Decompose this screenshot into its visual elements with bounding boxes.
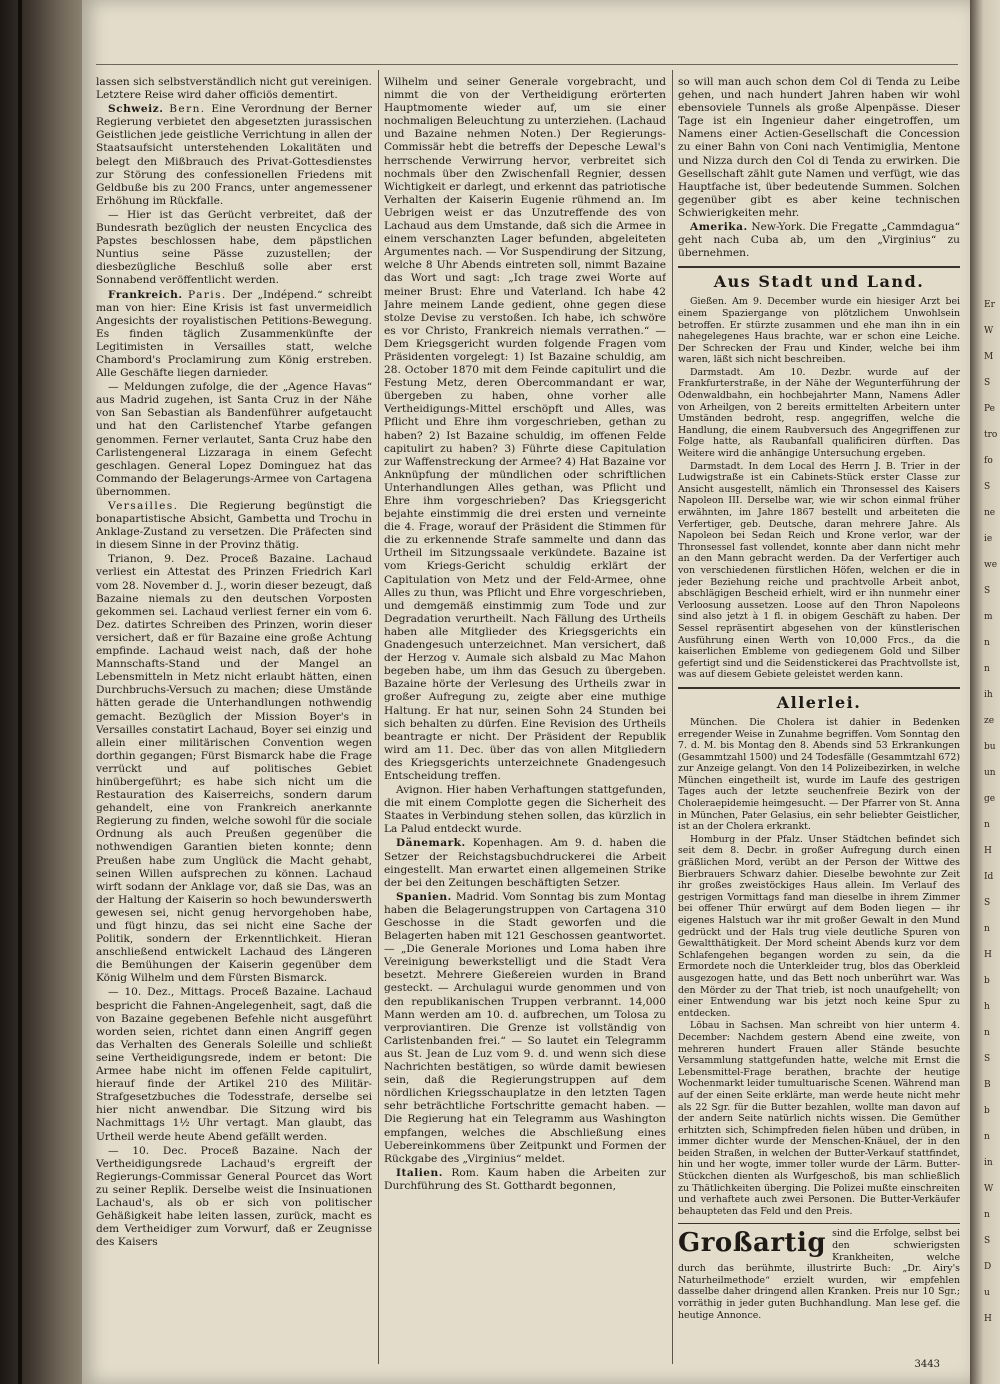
edge-text-fragment: n [984, 638, 990, 648]
edge-text-fragment: b [984, 976, 990, 986]
section-heading: Dänemark. [396, 837, 466, 850]
paragraph: — Hier ist das Gerücht verbreitet, daß der Bundesrath bezüglich der neusten Encyclica des Papstes beschlossen habe, dem päpstlichen Nuntius seine Pässe zuzustellen; der diesbezügliche Beschluß solle aber erst Sonnabend veröffentlicht werden. [96, 208, 372, 287]
article-text: Kopenhagen. Am 9. d. haben die Setzer der Reichstagsbuchdruckerei die Arbeit eingestellt. Man erwartet einen allgemeinen Strike der bei den Zeitungen beschäftigten Setzer. [384, 837, 666, 889]
column-1 [96, 76, 372, 1356]
edge-text-fragment: S [984, 482, 991, 492]
article-text: Eine Verordnung der Berner Regierung verbietet den abgesetzten jurassischen Geistlichen jede geistliche Verrichtung in allen der Staatsaufsicht unterstehenden Lokalitäten und belegt den Mißbrauch des Privat-Gottesdienstes zur Störung des confessionellen Friedens mit Geldbuße bis zu 200 Francs, unter angemessener Erhöhung im Rückfalle. [96, 103, 372, 207]
edge-text-fragment: n [984, 820, 990, 830]
column-rule [672, 70, 673, 1364]
edge-text-fragment: h [984, 1002, 990, 1012]
article-text: Die Regierung begünstigt die bonapartistische Absicht, Gambetta und Trochu in Anklage-Zustand zu versetzen. Die Präfecten sind in diesem Sinne in der Provinz thätig. [96, 500, 372, 552]
paragraph [96, 500, 372, 552]
edge-text-fragment: H [984, 1314, 992, 1324]
edge-text-fragment: Pe [984, 404, 995, 414]
edge-text-fragment: tro [984, 430, 998, 440]
edge-text-fragment: S [984, 378, 991, 388]
dateline: Versailles. [108, 500, 179, 512]
binding-edge [18, 0, 22, 1384]
column-rule [378, 70, 379, 1364]
header-rule [96, 64, 958, 65]
dateline: Bern. [169, 103, 206, 116]
paragraph: Darmstadt. In dem Local des Herrn J. B. Trier in der Ludwigstraße ist ein Cabinets-Stück erster Classe zur Ansicht ausgestellt, nämlich ein Thronsessel des Kaisers Napoleon III. Derselbe war, wie wir schon einmal früher erwähnten, im Jahre 1867 bestellt und arbeiteten die Verfertiger, geb. Deutsche, daran mehrere Jahre. Als Napoleon bei Sedan Reich und Krone verlor, war der Thronsessel fast vollendet, konnte aber dann nicht mehr an den Mann gebracht werden. Da der Verfertiger auch von verschiedenen fürstlichen Höfen, welchen er die in jeder Beziehung reiche und prachtvolle Arbeit anbot, abschlägigen Bescheid erhielt, wird er ihn nunmehr einer Verloosung aussetzen. Loose auf den Thron Napoleons sind also jetzt à 1 fl. in obigem Geschäft zu haben. Der Sessel repräsentirt abgesehen von der künstlerischen Ausführung einen Werth von 10,000 Frcs., da die kaiserlichen Embleme von gediegenem Gold und Silber gefertigt sind und die Seidenstickerei das Prachtvollste ist, was auf diesem Gebiete geleistet werden kann. [678, 460, 960, 681]
edge-text-fragment: Er [984, 300, 995, 310]
paragraph: Avignon. Hier haben Verhaftungen stattgefunden, die mit einem Complotte gegen die Sicherheit des Staates in Verbindung stehen sollen, das kürzlich in La Palud entdeckt wurde. [384, 784, 666, 836]
dateline: Paris. [188, 288, 227, 301]
edge-text-fragment: H [984, 950, 992, 960]
paragraph: so will man auch schon dem Col di Tenda zu Leibe gehen, und nach hundert Jahren haben wir wohl ebensoviele Tunnels als große Alpenpässe. Dieser Tage ist ein Ingenieur daher eingetroffen, um Namens einer Actien-Gesellschaft die Concession zu einer Bahn von Coni nach Ventimiglia, Mentone und Nizza durch den Col di Tenda zu erwirken. Die Gesellschaft zählt gute Namen und verfügt, wie das Hauptfache ist, über bedeutende Summen. Solchen gegenüber gibt es aber keine technischen Schwierigkeiten mehr. [678, 76, 960, 219]
column-3 [678, 76, 960, 1356]
section-heading: Schweiz. [108, 103, 164, 116]
edge-text-fragment: D [984, 1262, 992, 1272]
paragraph: — 10. Dec. Proceß Bazaine. Nach der Vertheidigungsrede Lachaud's ergreift der Regierungs-Commissar General Pourcet das Wort zu seiner Replik. Derselbe weist die Insinuationen Lachaud's, als ob er sich von politischer Gehäßigkeit habe leiten lassen, zurück, macht es dem Vertheidiger zum Vorwurf, daß er Zeugnisse des Kaisers [96, 1144, 372, 1249]
edge-text-fragment: ie [984, 534, 993, 544]
article-text: Der „Indépend.“ schreibt man von hier: Eine Krisis ist fast unvermeidlich Angesichts der royalistischen Petitions-Bewegung. Es finden täglich Zusammenkünfte der Legitimisten in Versailles statt, welche Chambord's Proclamirung zum König erstreben. Alle Geschäfte liegen darnieder. [96, 288, 372, 380]
edge-text-fragment: n [984, 924, 990, 934]
book-binding [0, 0, 82, 1384]
paragraph [678, 221, 960, 260]
article-text: Rom. Kaum haben die Arbeiten zur Durchführung des St. Gotthardt begonnen, [384, 1166, 666, 1192]
edge-text-fragment: S [984, 898, 991, 908]
edge-text-fragment: n [984, 664, 990, 674]
section-title-allerlei: Allerlei. [678, 687, 960, 713]
paragraph: München. Die Cholera ist dahier in Bedenken erregender Weise in Zunahme begriffen. Vom Sonntag den 7. d. M. bis Montag den 8. Abends sind 53 Erkrankungen (Gesammtzahl 1500) und 24 Todesfälle (Gesammtzahl 672) zur Anzeige gelangt. Von den 14 Polizeibezirken, in welche München eingetheilt ist, wurde im Laufe des gestrigen Tages auch der letzte seuchenfreie Bezirk von der Choleraepidemie heimgesucht. — Der Pfarrer von St. Anna in München, Pater Gelasius, ein sehr beliebter Geistlicher, ist an der Cholera erkrankt. [678, 716, 960, 833]
edge-text-fragment: b [984, 1106, 990, 1116]
edge-text-fragment: B [984, 1080, 991, 1090]
edge-text-fragment: we [984, 560, 998, 570]
page-number: 3443 [914, 1359, 940, 1370]
paragraph [384, 837, 666, 889]
article-text: Madrid. Vom Sonntag bis zum Montag haben die Belagerungstruppen von Cartagena 310 Geschosse in die Stadt geworfen und die Belagerten haben mit 121 Geschossen geantwortet. — „Die Generale Moriones und Loma haben ihre Vereinigung bewerkstelligt und die Stadt Vera besetzt. Mehrere Gießereien wurden in Brand gesteckt. — Archulagui wurde genommen und von den republikanischen Truppen verbrannt. 14,000 Mann werden am 10. d. aufbrechen, um Tolosa zu verproviantiren. Die Grenze ist vollständig von Carlistenbanden frei.“ — So lautet ein Telegramm aus St. Jean de Luz vom 9. d. und wenn sich diese Nachrichten bestätigen, so würde damit bewiesen sein, daß die Regierungstruppen auf dem nördlichen Kriegsschauplatze in den letzten Tagen sehr beträchtliche Fortschritte gemacht haben. — Die Regierung hat ein Telegramm aus Washington empfangen, welches die Abschließung eines Uebereinkommens über Zeitpunkt und Formen der Rückgabe des „Virginius“ meldet. [384, 890, 666, 1165]
paragraph [384, 1167, 666, 1193]
paragraph: lassen sich selbstverständlich nicht gut vereinigen. Letztere Reise wird daher officiös dementirt. [96, 76, 372, 102]
edge-text-fragment: u [984, 1288, 990, 1298]
paragraph [96, 103, 372, 208]
edge-text-fragment: ih [984, 690, 993, 700]
edge-text-fragment: H [984, 846, 992, 856]
edge-text-fragment: n [984, 1028, 990, 1038]
edge-text-fragment: S [984, 1236, 991, 1246]
edge-text-fragment: ze [984, 716, 995, 726]
ad-text: sind die Erfolge, selbst bei den schwierigsten Krankheiten, welche durch das berühmte, illustrirte Buch: „Dr. Airy's Naturheilmethode“ erzielt wurden, wir empfehlen dasselbe daher dringend allen Kranken. Preis nur 10 Sgr.; vorräthig in jeder guten Buchhandlung. Man lese gef. die heutige Annonce. [678, 1228, 960, 1321]
edge-text-fragment: un [984, 768, 996, 778]
edge-text-fragment: S [984, 586, 991, 596]
paragraph: Darmstadt. Am 10. Dezbr. wurde auf der Frankfurterstraße, in der Nähe der Wegunterführung der Odenwaldbahn, ein hochbejahrter Mann, Namens Adler von Arheilgen, von 2 bereits ermittelten Arbeitern unter Umständen bedroht, resp. angegriffen, welche die Handlung, die einem Raubversuch des Angegriffenen zur Folge hatte, als Raubanfall qualificiren dürften. Das Weitere wird die anhängige Untersuchung ergeben. [678, 366, 960, 460]
newspaper-page [82, 0, 970, 1384]
paragraph: — Meldungen zufolge, die der „Agence Havas“ aus Madrid zugehen, ist Santa Cruz in der Nähe von San Sebastian als Bandenführer aufgetaucht und hat den Carlistenchef Ytarbe gefangen genommen. Ferner verlautet, Santa Cruz habe den Carlistengeneral Lizzaraga in einem Gefecht geschlagen. General Lopez Dominguez hat das Commando der Belagerungs-Armee von Cartagena übernommen. [96, 381, 372, 498]
edge-text-fragment: fo [984, 456, 993, 466]
paragraph: Trianon, 9. Dez. Proceß Bazaine. Lachaud verliest ein Attestat des Prinzen Friedrich Karl vom 28. November d. J., worin dieser bezeugt, daß Bazaine niemals zu den deutschen Vorposten gekommen sei. Lachaud verliest ferner ein vom 6. Dez. datirtes Schreiben des Prinzen, worin dieser versichert, daß er für Bazaine eine große Achtung empfinde. Lachaud weist nach, daß der hohe Mannschafts-Stand und der Mangel an Lebensmitteln in Metz nicht erlaubt hätten, einen Durchbruchs-Versuch zu machen; diese Umstände hätten gerade die Unterhandlungen nothwendig gemacht. Bezüglich der Mission Boyer's in Versailles constatirt Lachaud, Boyer sei einzig und allein einer militärischen Convention wegen dorthin gegangen; Fürst Bismarck habe die Frage verrückt und auf politisches Gebiet hinübergeführt; es habe sich nicht um die Restauration des Kaiserreichs, sondern darum gehandelt, eine von Frankreich anerkannte Regierung zu finden, welche sowohl für die sociale Ordnung als auch Preußen gegenüber die nothwendigen Garantien bieten konnte; denn Preußen habe zum Unglück die Macht gehabt, seinen Willen aufsprechen zu können. Lachaud wirft sodann der Anklage vor, daß sie Das, was an der Haltung der Kaiserin so hoch bewunderswerth gewesen sei, nicht genug hervorgehoben habe, und fügt hinzu, das sei nicht eine Sache der Politik, sondern der Erkenntlichkeit. Hieran anschließend entwickelt Lachaud des Längeren die Bemühungen der Kaiserin gegenüber dem König Wilhelm und dem Fürsten Bismarck. [96, 553, 372, 985]
section-heading: Spanien. [396, 890, 452, 903]
edge-text-fragment: in [984, 1158, 993, 1168]
section-heading: Amerika. [690, 221, 748, 234]
edge-text-fragment: Id [984, 872, 994, 882]
section-heading: Frankreich. [108, 288, 183, 301]
paragraph: Wilhelm und seiner Generale vorgebracht, und nimmt die von der Vertheidigung erörterten Hauptmomente wieder auf, um sie einer nochmaligen Beleuchtung zu unterziehen. (Lachaud und Bazaine nehmen Noten.) Der Regierungs-Commissär hebt die betreffs der Depesche Lewal's herrschende Verwirrung hervor, verbreitet sich nochmals über den Zwischenfall Regnier, dessen Wichtigkeit er darlegt, und erkennt das patriotische Verhalten der Kaiserin Eugenie rühmend an. Im Uebrigen weist er das Unzutreffende des von Lachaud aus dem Umstande, daß sich die Armee in einem verschanzten Lager befunden, abgeleiteten Argumentes nach. — Vor Suspendirung der Sitzung, welche 8 Uhr Abends eintreten soll, nimmt Bazaine das Wort und sagt: „Ich trage zwei Worte auf meiner Brust: Ehre und Vaterland. Ich habe 42 Jahre meinem Lande gedient, ohne gegen diese stolze Devise zu verstoßen. Ich habe, ich schwöre es vor Christo, Frankreich niemals verrathen.“ — Dem Kriegsgericht wurden folgende Fragen vom Präsidenten vorgelegt: 1) Ist Bazaine schuldig, am 28. October 1870 mit dem Feinde capitulirt und die Festung Metz, deren Obercommandant er war, übergeben zu haben, ohne vorher alle Vertheidigungs-Mittel erschöpft und Alles, was Pflicht und Ehre ihm vorgeschrieben, gethan zu haben? 2) Ist Bazaine schuldig, im offenen Felde capitulirt zu haben? 3) Führte diese Capitulation zur Waffenstreckung der Armee? 4) Hat Bazaine vor Anknüpfung der mündlichen oder schriftlichen Unterhandlungen Alles gethan, was Pflicht und Ehre ihm vorgeschrieben? Das Kriegsgericht bejahte einstimmig die drei ersten und verneinte die 4. Frage, worauf der Präsident die Stimmen für die zu erkennende Strafe sammelte und dann das Urtheil im Sitzungssaale verkündete. Bazaine ist vom Kriegs-Gericht schuldig erklärt der Capitulation von Metz und der Feld-Armee, ohne Alles zu thun, was Pflicht und Ehre vorgeschrieben, und demgemäß einstimmig zum Tode und zur Degradation verurtheilt. Nach Fällung des Urtheils haben alle Mitglieder des Kriegsgerichts ein Gnadengesuch unterzeichnet. Man versichert, daß der Herzog v. Aumale sich alsbald zu Mac Mahon begeben habe, um ihm das Gesuch zu übergeben. Bazaine hörte der Verlesung des Urtheils zwar in großer Aufregung zu, zeigte aber eine muthige Haltung. Er hat nur, seinen Sohn 24 Stunden bei sich behalten zu dürfen. Eine Revision des Urtheils beantragte er nicht. Der Präsident der Republik wird am 11. Dec. über das von allen Mitgliedern des Kriegsgerichts unterzeichnete Gnadengesuch Entscheidung treffen. [384, 76, 666, 782]
edge-text-fragment: ge [984, 794, 996, 804]
column-2 [384, 76, 666, 1356]
paragraph: Homburg in der Pfalz. Unser Städtchen befindet sich seit dem 8. Decbr. in großer Aufregung durch einen gräßlichen Mord, verübt an der Person der Wittwe des Bierbrauers Schwarz dahier. Dieselbe bewohnte zur Zeit ihr großes zweistöckiges Haus allein. Im Verlauf des gestrigen Vormittags fand man dieselbe in ihrem Zimmer bei offener Thür erwürgt auf dem Boden liegen — ihr eigenes Halstuch war ihr mit großer Gewalt in den Mund gedrückt und der Hals trug viele deutliche Spuren von Gewaltthätigkeit. Der Mord scheint Abends kurz vor dem Schlafengehen begangen worden zu sein, da die Ermordete noch die Unterkleider trug, blos das Oberkleid ausgezogen hatte, und das Bett noch unberührt war. Was den Mörder zu der That trieb, ist noch unaufgehellt; von einer Entwendung war bis jetzt noch keine Spur zu entdecken. [678, 833, 960, 1019]
article-text: New-York. Die Fregatte „Cammdagua“ geht nach Cuba ab, um den „Virginius“ zu übernehmen. [678, 221, 960, 260]
paragraph [384, 891, 666, 1166]
advertisement [678, 1223, 960, 1321]
edge-text-fragment: M [984, 352, 994, 362]
edge-text-fragment: S [984, 1054, 991, 1064]
edge-text-fragment: n [984, 1132, 990, 1142]
ad-headline: Großartig [678, 1228, 827, 1259]
paragraph: Löbau in Sachsen. Man schreibt von hier unterm 4. December: Nachdem gestern Abend eine zweite, von mehreren hundert Frauen aller Stände besuchte Versammlung stattgefunden hatte, welche mit Ernst die Lebensmittel-Frage berathen, brachte der heutige Wochenmarkt leider tumultuarische Scenen. Während man auf der einen Seite erklärte, man werde heute nicht mehr als 22 Sgr. für die Butter bezahlen, wollte man davon auf der andern Seite natürlich nichts wissen. Die Gemüther erhitzten sich, Schimpfreden fielen hüben und drüben, in immer dichter wurde der Menschen-Knäuel, der in den beiden Straßen, in welchen der Butter-Verkauf stattfindet, hin und her wogte, immer toller wurde der Lärm. Butter-Stückchen dienten als Wurfgeschoß, bis man schließlich zu Thätlichkeiten überging. Die Polizei mußte einschreiten und verhaftete auch zwei Personen. Die Butter-Verkäufer behaupteten das Feld und den Preis. [678, 1020, 960, 1217]
paragraph: — 10. Dez., Mittags. Proceß Bazaine. Lachaud bespricht die Fahnen-Angelegenheit, sagt, daß die von Bazaine gegebenen Befehle nicht ausgeführt worden seien, richtet dann einen Angriff gegen das Verhalten des Generals Soleille und schließt seine Vertheidigungsrede, indem er betont: Die Armee habe nicht im offenen Felde capitulirt, hierauf finde der Artikel 210 des Militär-Strafgesetzbuches die Todesstrafe, derselbe sei hier nicht anwendbar. Die Sitzung wird bis Nachmittags 1½ Uhr vertagt. Man glaubt, das Urtheil werde heute Abend gefällt werden. [96, 986, 372, 1143]
paragraph: Gießen. Am 9. December wurde ein hiesiger Arzt bei einem Spaziergange von plötzlichem Unwohlsein betroffen. Er stürzte zusammen und ehe man ihn in ein nahegelegenes Haus brachte, war er schon eine Leiche. Der Schrecken der Frau und Kinder, welche bei ihm waren, läßt sich nicht beschreiben. [678, 296, 960, 366]
paragraph [96, 289, 372, 381]
edge-text-fragment: W [984, 1184, 994, 1194]
edge-text-fragment: m [984, 612, 993, 622]
section-heading: Italien. [396, 1166, 443, 1179]
edge-text-fragment: n [984, 1210, 990, 1220]
section-title-stadt-und-land: Aus Stadt und Land. [678, 266, 960, 292]
edge-text-fragment: ne [984, 508, 996, 518]
adjacent-page-edge [970, 0, 1000, 1384]
edge-text-fragment: bu [984, 742, 996, 752]
edge-text-fragment: W [984, 326, 994, 336]
